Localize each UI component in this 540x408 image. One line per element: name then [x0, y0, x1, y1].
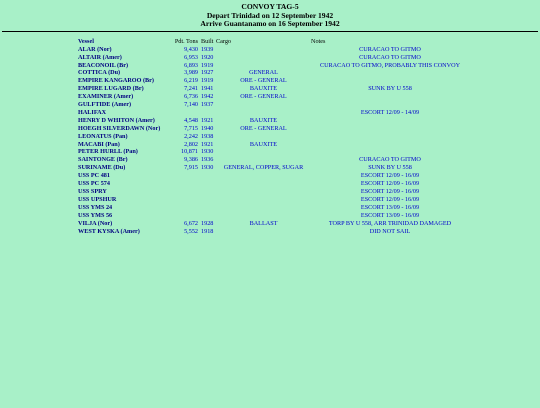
- cargo-cell: BALLAST: [249, 219, 278, 227]
- built-cell: 1942: [201, 93, 214, 101]
- cargo-cell: [216, 188, 311, 196]
- built-cell: 1919: [201, 61, 214, 69]
- cargo-cell: GENERAL: [249, 69, 278, 77]
- cargo-cell: [216, 133, 311, 141]
- notes-cell: CURACAO TO GITMO: [359, 156, 421, 164]
- tons-cell: 7,241: [184, 85, 198, 93]
- depart-line: Depart Trinidad on 12 September 1942: [206, 10, 334, 20]
- cargo-cell: [216, 196, 311, 204]
- vessel-cell: HENRY D WHITON (Amer): [78, 116, 155, 124]
- col-tons: Pdt. Tons: [174, 37, 198, 45]
- cargo-cell: ORE - GENERAL: [240, 77, 287, 85]
- notes-cell: ESCORT 13/09 - 16/09: [360, 211, 420, 219]
- cargo-cell: [216, 54, 311, 62]
- tons-cell: 7,715: [184, 124, 198, 132]
- table-row: [78, 109, 469, 117]
- vessel-cell: MACABI (Pan): [78, 140, 120, 148]
- tons-cell: 6,736: [184, 93, 198, 101]
- vessel-cell: EXAMINER (Amer): [78, 93, 134, 101]
- notes-cell: [311, 69, 469, 77]
- vessel-cell: EMPIRE KANGAROO (Br): [78, 77, 154, 85]
- tons-cell: [171, 180, 201, 188]
- tons-cell: [171, 196, 201, 204]
- cargo-cell: [216, 62, 311, 70]
- built-cell: 1928: [201, 219, 214, 227]
- notes-cell: TORP BY U 558, ARR TRINIDAD DAMAGED: [328, 219, 452, 227]
- notes-cell: ESCORT 12/09 - 16/09: [360, 172, 420, 180]
- notes-cell: [311, 133, 469, 141]
- built-cell: 1921: [201, 140, 214, 148]
- notes-cell: SUNK BY U 558: [368, 85, 412, 93]
- notes-cell: CURACAO TO GITMO: [359, 45, 421, 53]
- table-row: [78, 62, 469, 70]
- cargo-cell: [216, 148, 311, 156]
- table-row: [78, 77, 469, 85]
- table-row: [78, 93, 469, 101]
- notes-cell: CURACAO TO GITMO, PROBABLY THIS CONVOY: [319, 61, 461, 69]
- table-row: [78, 164, 469, 172]
- notes-cell: CURACAO TO GITMO: [359, 53, 421, 61]
- vessel-cell: USS SPRY: [78, 188, 107, 195]
- built-cell: 1919: [201, 77, 214, 85]
- table-header-row: [78, 38, 469, 46]
- vessel-cell: USS PC 481: [78, 172, 110, 180]
- notes-cell: [311, 125, 469, 133]
- cargo-cell: ORE - GENERAL: [240, 124, 287, 132]
- tons-cell: 6,893: [184, 61, 198, 69]
- table-row: [78, 133, 469, 141]
- built-cell: 1918: [201, 227, 214, 235]
- tons-cell: 7,915: [184, 164, 198, 172]
- vessel-cell: BEACONOIL (Br): [78, 61, 129, 69]
- vessel-cell: USS YMS 24: [78, 203, 113, 211]
- tons-cell: 2,242: [184, 132, 198, 140]
- vessel-cell: EMPIRE LUGARD (Br): [78, 85, 144, 93]
- cargo-cell: BAUXITE: [249, 85, 278, 93]
- built-cell: 1936: [201, 156, 214, 164]
- notes-cell: ESCORT 12/09 - 14/09: [360, 108, 420, 116]
- table-row: [78, 141, 469, 149]
- tons-cell: 5,552: [184, 227, 198, 235]
- notes-cell: ESCORT 12/09 - 16/09: [360, 195, 420, 203]
- built-cell: 1937: [201, 101, 214, 109]
- notes-cell: DID NOT SAIL: [369, 227, 411, 235]
- cargo-cell: [216, 212, 311, 220]
- built-cell: 1920: [201, 53, 214, 61]
- tons-cell: [171, 188, 201, 196]
- cargo-cell: GENERAL, COPPER, SUGAR: [223, 164, 304, 172]
- table-row: [78, 148, 469, 156]
- notes-cell: ESCORT 13/09 - 16/09: [360, 203, 420, 211]
- col-notes: Notes: [311, 37, 326, 45]
- built-cell: 1941: [201, 85, 214, 93]
- tons-cell: 9,430: [184, 45, 198, 53]
- built-cell: [201, 188, 216, 196]
- vessel-cell: LEONATUS (Pan): [78, 132, 128, 140]
- vessel-cell: USS UPSHUR: [78, 195, 117, 203]
- notes-cell: [311, 93, 469, 101]
- built-cell: 1921: [201, 116, 214, 124]
- table-row: [78, 85, 469, 93]
- tons-cell: 6,953: [184, 53, 198, 61]
- vessel-cell: ALAR (Nor): [78, 45, 112, 53]
- tons-cell: 4,548: [184, 116, 198, 124]
- tons-cell: [171, 109, 201, 117]
- notes-cell: [311, 77, 469, 85]
- table-row: [78, 69, 469, 77]
- vessel-cell: SURINAME (Du): [78, 164, 126, 172]
- convoy-table: [78, 38, 469, 236]
- notes-cell: [311, 141, 469, 149]
- table-row: [78, 212, 469, 220]
- table-row: [78, 46, 469, 54]
- tons-cell: 3,989: [184, 69, 198, 77]
- built-cell: 1930: [201, 164, 214, 172]
- col-vessel: Vessel: [78, 37, 94, 45]
- tons-cell: [171, 204, 201, 212]
- vessel-cell: WEST KYSKA (Amer): [78, 227, 140, 235]
- table-row: [78, 125, 469, 133]
- cargo-cell: [216, 172, 311, 180]
- built-cell: [201, 172, 216, 180]
- tons-cell: 2,802: [184, 140, 198, 148]
- cargo-cell: [216, 204, 311, 212]
- col-cargo: Cargo: [216, 37, 232, 45]
- tons-cell: 6,219: [184, 77, 198, 85]
- cargo-cell: [216, 109, 311, 117]
- vessel-cell: HOEGH SILVERDAWN (Nor): [78, 124, 161, 132]
- cargo-cell: [216, 46, 311, 54]
- notes-cell: SUNK BY U 558: [368, 164, 412, 172]
- notes-cell: [311, 117, 469, 125]
- cargo-cell: [216, 180, 311, 188]
- built-cell: [201, 196, 216, 204]
- built-cell: 1927: [201, 69, 214, 77]
- cargo-cell: ORE - GENERAL: [240, 93, 287, 101]
- built-cell: 1930: [201, 148, 214, 156]
- vessel-cell: USS PC 574: [78, 180, 110, 188]
- built-cell: 1940: [201, 124, 214, 132]
- cargo-cell: [216, 228, 311, 236]
- header-divider: [2, 31, 538, 32]
- tons-cell: 6,672: [184, 219, 198, 227]
- notes-cell: [311, 148, 469, 156]
- cargo-cell: [216, 156, 311, 164]
- built-cell: 1939: [201, 45, 214, 53]
- table-row: [78, 101, 469, 109]
- tons-cell: [171, 172, 201, 180]
- table-row: [78, 117, 469, 125]
- table-row: [78, 188, 469, 196]
- table-row: [78, 172, 469, 180]
- built-cell: [201, 109, 216, 117]
- vessel-cell: COTTICA (Du): [78, 69, 121, 77]
- tons-cell: 9,386: [184, 156, 198, 164]
- notes-cell: ESCORT 12/09 - 16/09: [360, 188, 420, 195]
- tons-cell: 7,140: [184, 101, 198, 109]
- built-cell: [201, 180, 216, 188]
- vessel-cell: SAINTONGE (Br): [78, 156, 128, 164]
- vessel-cell: HALIFAX: [78, 108, 107, 116]
- vessel-cell: USS YMS 56: [78, 211, 113, 219]
- table-row: [78, 54, 469, 62]
- table-row: [78, 156, 469, 164]
- table-row: [78, 228, 469, 236]
- notes-cell: ESCORT 12/09 - 16/09: [360, 180, 420, 188]
- table-row: [78, 180, 469, 188]
- tons-cell: [171, 212, 201, 220]
- vessel-cell: ALTAIR (Amer): [78, 53, 122, 61]
- table-row: [78, 220, 469, 228]
- vessel-cell: VILJA (Nor): [78, 219, 113, 227]
- page-header: [0, 3, 540, 29]
- cargo-cell: BAUXITE: [249, 116, 278, 124]
- cargo-cell: [216, 101, 311, 109]
- vessel-cell: GULFTIDE (Amer): [78, 101, 132, 109]
- col-built: Built: [201, 37, 214, 45]
- table-row: [78, 196, 469, 204]
- notes-cell: [311, 101, 469, 109]
- built-cell: [201, 212, 216, 220]
- cargo-cell: BAUXITE: [249, 140, 278, 148]
- built-cell: [201, 204, 216, 212]
- tons-cell: 10,871: [180, 148, 198, 156]
- built-cell: 1938: [201, 132, 214, 140]
- arrive-line: Arrive Guantanamo on 16 September 1942: [200, 19, 340, 29]
- page-title: CONVOY TAG-5: [241, 2, 299, 11]
- table-row: [78, 204, 469, 212]
- vessel-cell: PETER HURLL (Pan): [78, 148, 138, 156]
